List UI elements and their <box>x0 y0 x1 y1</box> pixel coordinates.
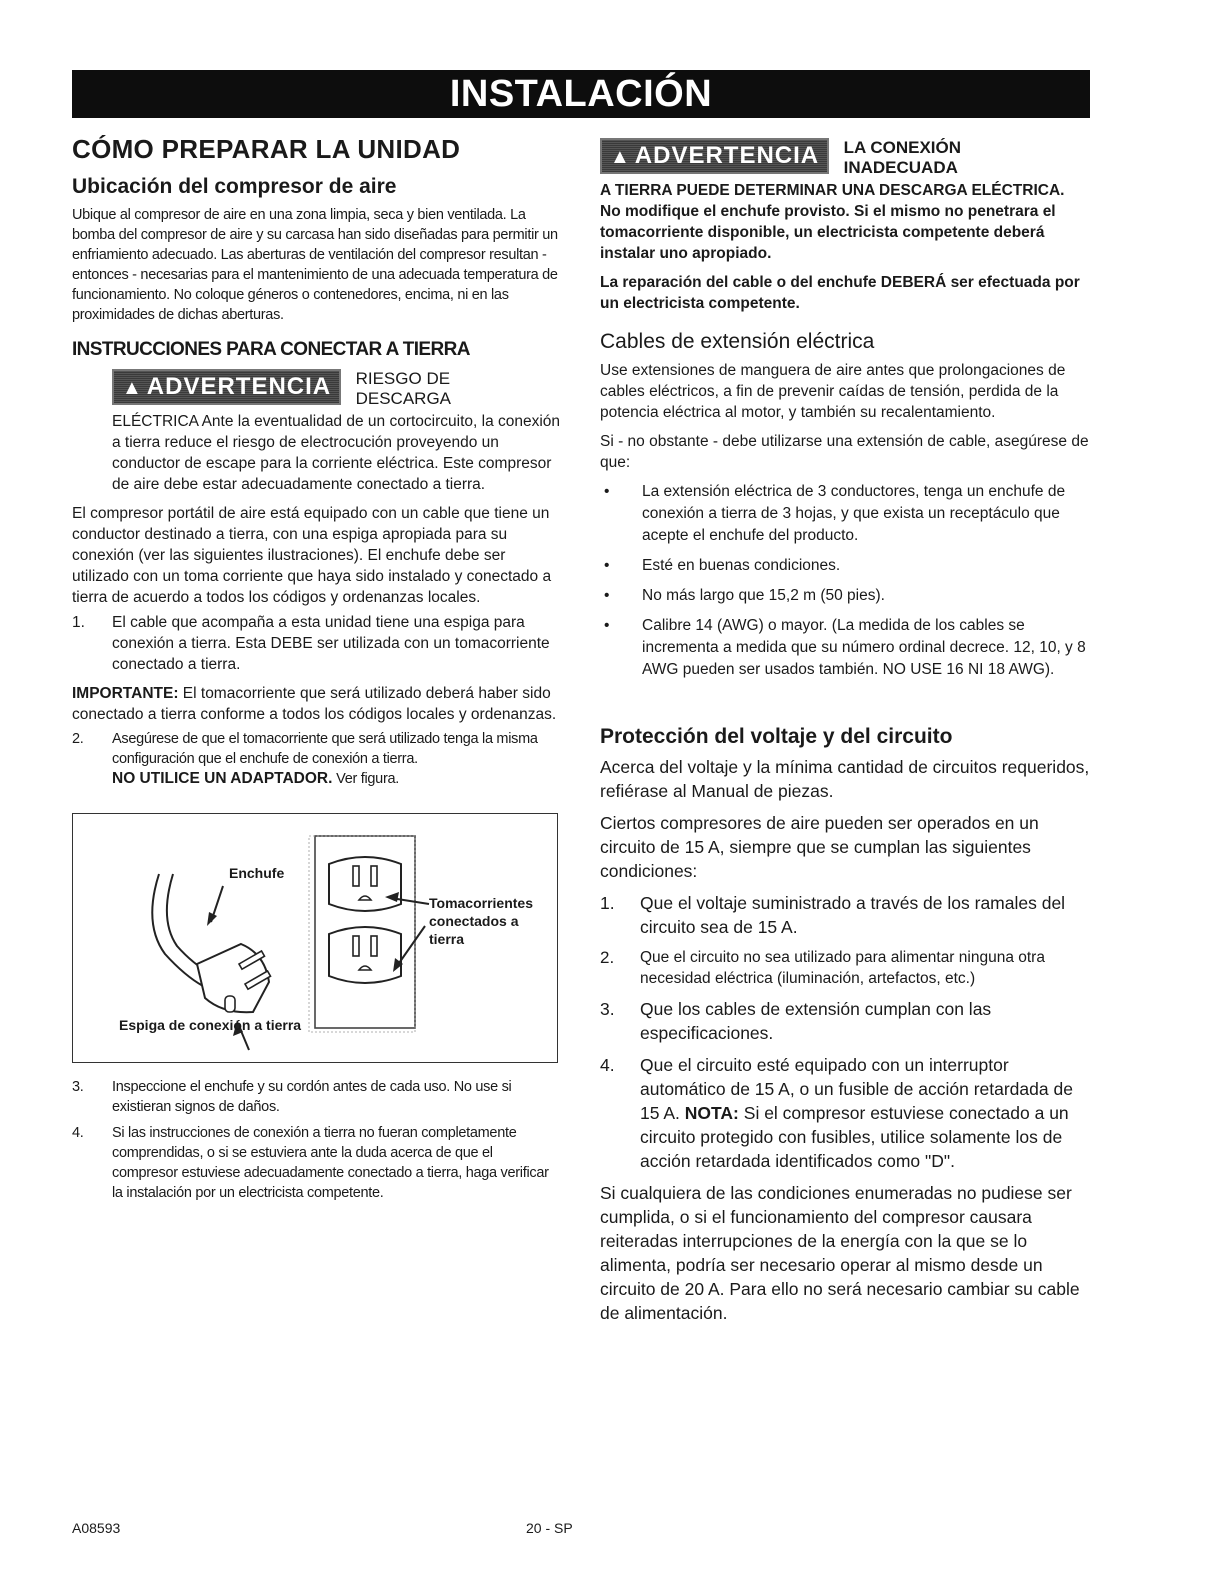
page-number: 20 - SP <box>526 1520 573 1536</box>
section-title: CÓMO PREPARAR LA UNIDAD <box>72 134 461 164</box>
list-item: 3. Que los cables de extensión cumplan con las especificaciones. <box>600 999 992 1043</box>
list-item: 4. Si las instrucciones de conexión a tierra no fueran completamente comprendidas, o si se estuviera ante la duda acerca de que el compresor estuviese adecuadamente conectado a tierra, haga verificar la instalación por un electricista competente. <box>72 1125 549 1201</box>
ground-pin-icon <box>225 996 235 1012</box>
list-item: 4. Que el circuito esté equipado con un interruptor automático de 15 A, o un fusible de acción retardada de 15 A. NOTA: Si el compresor estuviese conectado a un circuito protegido con fusibles, utilice solamente los de acción retardada identificados como "D". <box>600 1055 1073 1171</box>
warning-header: RIESGO DE DESCARGA <box>355 369 452 408</box>
list-item: 1. Que el voltaje suministrado a través de los ramales del circuito sea de 15 A. <box>600 893 1066 937</box>
final-paragraph: Si cualquiera de las condiciones enumeradas no pudiese ser cumplida, o si el funcionamiento del compresor causara reiteradas interrupciones de la energía con la que se lo alimenta, podría ser necesario operar al mismo desde un circuito de 20 A. Para ello no será necesario cambiar su cable de alimentación. <box>600 1183 1080 1323</box>
cables-bullets <box>600 481 1090 681</box>
importante-note: IMPORTANTE: El tomacorriente que será utilizado deberá haber sido conectado a tierra conforme a todos los códigos locales y ordenanzas. <box>72 685 557 723</box>
list-item: • Calibre 14 (AWG) o mayor. (La medida de los cables se incrementa a medida que su número ordinal decrece. 12, 10, y 8 AWG pueden ser usados también. NO USE 16 NI 18 AWG). <box>604 617 1086 678</box>
warning-ground <box>600 138 1090 314</box>
section-banner: INSTALACIÓN <box>72 70 1090 118</box>
warning-triangle-icon: ▲ <box>122 377 143 399</box>
list-item: • Esté en buenas condiciones. <box>604 557 841 574</box>
tomacorrientes-label: Tomacorrientes conectados a tierra <box>429 895 533 947</box>
proteccion-p1: Acerca del voltaje y la mínima cantidad de circuitos requeridos, refiérase al Manual de piezas. <box>600 757 1090 801</box>
warning-shock <box>72 369 562 495</box>
espiga-label: Espiga de conexión a tierra <box>119 1017 302 1033</box>
list-item: 3. Inspeccione el enchufe y su cordón antes de cada uso. No use si existieran signos de daños. <box>72 1079 512 1115</box>
cables-p2: Si - no obstante - debe utilizarse una extensión de cable, asegúrese de que: <box>600 433 1089 471</box>
receptacle-icon <box>329 857 401 911</box>
warning-badge: ▲ ADVERTENCIA <box>112 369 341 405</box>
document-code: A08593 <box>72 1520 121 1536</box>
cables-heading: Cables de extensión eléctrica <box>600 330 875 353</box>
proteccion-heading: Protección del voltaje y del circuito <box>600 725 953 748</box>
left-column <box>72 130 562 1203</box>
warning-triangle-icon: ▲ <box>610 146 631 168</box>
list-item: 2. Asegúrese de que el tomacorriente que será utilizado tenga la misma configuración que el enchufe de conexión a tierra. NO UTILICE UN ADAPTADOR. Ver figura. <box>72 731 538 787</box>
cables-p1: Use extensiones de manguera de aire antes que prolongaciones de cables eléctricos, a fin de prevenir caídas de tensión, perdida de la potencia eléctrica al motor, y también su recalentamiento. <box>600 362 1066 421</box>
receptacle-icon <box>329 927 401 983</box>
list-item: 1. El cable que acompaña a esta unidad tiene una espiga para conexión a tierra. Esta DEBE ser utilizada con un tomacorriente conectado a tierra. <box>72 614 550 673</box>
list-item: • No más largo que 15,2 m (50 pies). <box>604 587 885 604</box>
warning-p1: No modifique el enchufe provisto. Si el mismo no penetrara el tomacorriente disponible, un electricista competente deberá instalar uno apropiado. <box>600 203 1056 262</box>
list-item: 2. Que el circuito no sea utilizado para alimentar ninguna otra necesidad eléctrica (iluminación, artefactos, etc.) <box>600 948 1045 987</box>
portatil-text: El compresor portátil de aire está equipado con un cable que tiene un conductor destinado a tierra, con una espiga apropiada para su conexión (ver las siguientes ilustraciones). El enchufe debe ser utilizado con un toma corriente que haya sido instalado y conectado a tierra de acuerdo a todos los códigos y ordenanzas locales. <box>72 505 552 606</box>
proteccion-p2: Ciertos compresores de aire pueden ser operados en un circuito de 15 A, siempre que se cumplan las siguientes condiciones: <box>600 813 1039 881</box>
grounding-figure <box>72 813 558 1063</box>
ubicacion-heading: Ubicación del compresor de aire <box>72 175 397 198</box>
ubicacion-text: Ubique al compresor de aire en una zona limpia, seca y bien ventilada. La bomba del compresor de aire y su carcasa han sido diseñadas para permitir un enfriamiento adecuado. Las aberturas de ventilación del compresor resultan - entonces - necesarias para el mantenimiento de una adecuada temperatura de funcionamiento. No coloque géneros o contenedores, encima, ni en las proximidades de dichas aberturas. <box>72 207 558 323</box>
warning-p2: La reparación del cable o del enchufe DEBERÁ ser efectuada por un electricista competente. <box>600 274 1080 312</box>
right-column <box>600 130 1090 1325</box>
cord-icon <box>152 874 203 986</box>
warning-line: A TIERRA PUEDE DETERMINAR UNA DESCARGA ELÉCTRICA. <box>600 182 1065 199</box>
tierra-heading: INSTRUCCIONES PARA CONECTAR A TIERRA <box>72 339 470 360</box>
warning-badge: ▲ ADVERTENCIA <box>600 138 829 174</box>
warning-text: ELÉCTRICA Ante la eventualidad de un cortocircuito, la conexión a tierra reduce el riesgo de electrocución proveyendo un conductor de escape para la corriente eléctrica. Este compresor de aire debe estar adecuadamente conectado a tierra. <box>112 413 561 493</box>
list-item: • La extensión eléctrica de 3 conductores, tenga un enchufe de conexión a tierra de 3 hojas, y que exista un receptáculo que acepte el enchufe del producto. <box>604 483 1066 544</box>
warning-header: LA CONEXIÓN INADECUADA <box>843 138 962 177</box>
enchufe-label: Enchufe <box>229 865 285 881</box>
